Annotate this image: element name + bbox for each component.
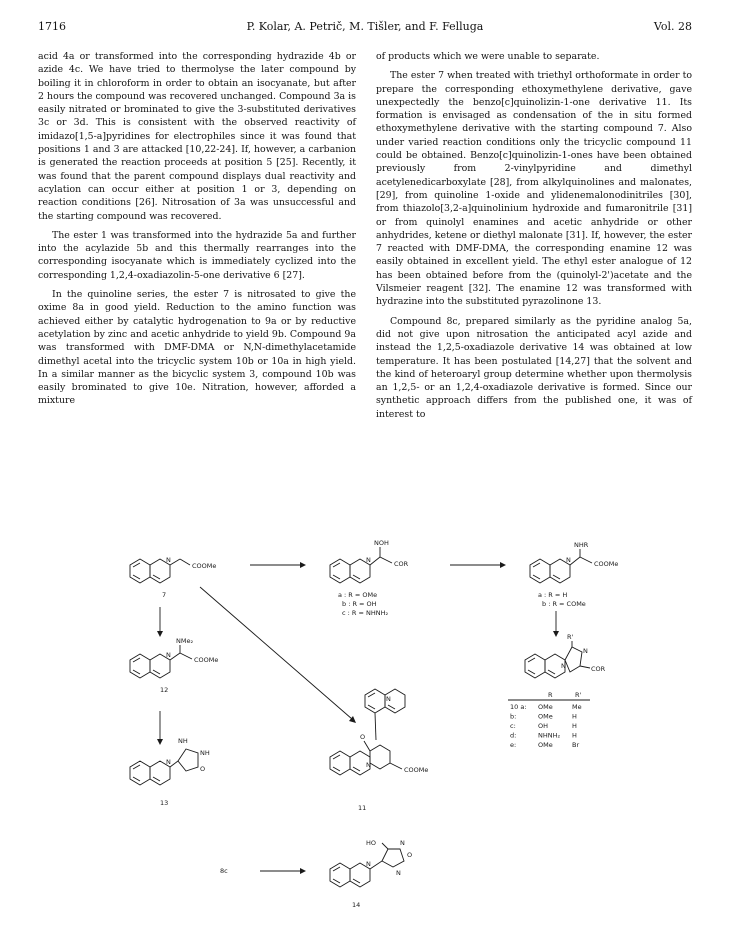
- compound-label: a : R = H: [538, 591, 568, 599]
- n-atom: N: [166, 556, 171, 564]
- table-cell: OMe: [538, 741, 553, 749]
- n-atom: N: [583, 647, 588, 655]
- carbonyl-oxygen: O: [360, 733, 366, 741]
- n-atom: N: [166, 758, 171, 766]
- paragraph: Compound 8c, prepared similarly as the pyridine analog 5a, did not give upon nitrosation the anticipated acyl azide and instead the 1,2,5-oxadiazole derivative 14 was obtained at low temperature. It has been postulated [14,27] that the solvent and the kind of heteroaryl group determine whether upon thermolysis an 1,2,5- or an 1,2,4-oxadiazole derivative is formed. Since our synthetic approach differs from the published one, it was of interest to: [376, 315, 692, 420]
- compound-label: a : R = OMe: [338, 591, 378, 599]
- n-atom: N: [396, 869, 401, 877]
- running-authors: P. Kolar, A. Petrič, M. Tišler, and F. Felluga: [246, 20, 484, 33]
- table-head: R': [575, 691, 582, 699]
- r-prime-group: R': [567, 633, 574, 641]
- arrow-head: [300, 868, 306, 874]
- substituent-table: [510, 703, 582, 749]
- table-cell: H: [572, 731, 577, 740]
- compound-11: [330, 689, 428, 812]
- table-cell: Br: [572, 741, 580, 749]
- carbonyl-oxygen: O: [200, 765, 206, 773]
- paragraph: The ester 7 when treated with triethyl orthoformate in order to prepare the corresponding ethoxymethylene derivative, gave unexpectedly the benzo[c]quinolizin-1-one derivative 11. Its formation is envisaged as condensation of the in situ formed ethoxymethylene derivative with the starting compound 7. Also under varied reaction conditions only the tricyclic compound 11 could be obtained. Benzo[c]quinolizin-1-ones have been obtained previously from 2-vinylpyridine and dimethyl acetylenedicarboxylate [28], from alkylquinolines and malonates, [29], from quinoline 1-oxide and ylidenemalonodinitriles [30], from thiazolo[3,2-a]quinolinium hydroxide and fumaronitrile [31] or from quinolyl enamines and acetic anhydride or other anhydrides, ketene or diethyl malonate [31]. If, however, the ester 7 reacted with DMF-DMA, the corresponding enamine 12 was easily obtained in excellent yield. The ethyl ester analogue of 12 has been obtained before from the (quinolyl-2')acetate and the Vilsmeier reagent [32]. The enamine 12 was transformed with hydrazine into the substituted pyrazolinone 13.: [376, 70, 692, 308]
- compound-8: [330, 539, 409, 617]
- ester-group: COOMe: [594, 560, 619, 568]
- running-header: [38, 20, 692, 36]
- table-cell: OMe: [538, 712, 553, 721]
- ring-oxygen: O: [407, 851, 413, 859]
- n-atom: N: [366, 860, 371, 868]
- dimethylamino-group: NMe₂: [176, 637, 194, 645]
- compound-12: [130, 637, 218, 694]
- compound-label: 11: [358, 804, 367, 812]
- compound-label: b : R = COMe: [542, 600, 586, 608]
- table-cell: d:: [510, 731, 517, 740]
- n-atom: N: [566, 556, 571, 564]
- arrow-head: [157, 739, 163, 745]
- arrow-head: [500, 562, 506, 568]
- compound-13: [130, 737, 210, 807]
- nh-atom: NH: [178, 737, 188, 745]
- ester-group: COOMe: [194, 656, 219, 664]
- volume-label: Vol. 28: [653, 20, 692, 33]
- n-atom: N: [366, 761, 371, 769]
- table-cell: NHNH₂: [538, 731, 561, 740]
- table-cell: H: [572, 722, 577, 730]
- compound-label: 14: [352, 901, 361, 909]
- compound-9: [530, 541, 618, 608]
- table-cell: H: [572, 712, 577, 721]
- compound-label: 13: [160, 799, 169, 807]
- table-cell: OMe: [538, 703, 553, 711]
- n-atom: N: [386, 695, 391, 703]
- ester-group: COOMe: [192, 562, 217, 570]
- paragraph: The ester 1 was transformed into the hydrazide 5a and further into the acylazide 5b and this thermally rearranges into the corresponding isocyanate which is immediately cyclized into the corresponding 1,2,4-oxadiazolin-5-one derivative 6 [27].: [38, 229, 356, 281]
- compound-10: [508, 633, 606, 700]
- table-cell: b:: [510, 712, 517, 721]
- table-head: R: [548, 691, 553, 699]
- compound-label: 12: [160, 686, 169, 694]
- compound-label: b : R = OH: [342, 600, 377, 608]
- table-cell: OH: [538, 722, 549, 730]
- reaction-arrow: [200, 587, 352, 719]
- oxime-group: NOH: [374, 539, 389, 547]
- compound-14: [330, 839, 412, 909]
- n-atom: N: [561, 662, 566, 670]
- acyl-group: COR: [394, 560, 409, 568]
- compound-label: 8c: [220, 867, 228, 875]
- hydroxy-group: HO: [366, 839, 377, 847]
- ester-group: COOMe: [404, 766, 429, 774]
- compound-7: [130, 556, 216, 599]
- n-atom: N: [400, 839, 405, 847]
- paragraph: In the quinoline series, the ester 7 is nitrosated to give the oxime 8a in good yield. Reduction to the amino function was achieved either by catalytic hydrogenation to 9a or by reductive acetylation by zinc and acetic anhydride to yield 9b. Compound 9a was transformed with DMF-DMA or N,N-dimethylacetamide dimethyl acetal into the tricyclic system 10b or 10a in high yield. In a similar manner as the bicyclic system 3, compound 10b was easily brominated to give 10e. Nitration, however, afforded a mixture: [38, 289, 356, 407]
- table-cell: 10 a:: [510, 703, 527, 711]
- nh-atom: NH: [200, 749, 210, 757]
- scheme-drawing: [120, 535, 680, 920]
- paragraph: of products which we were unable to separate.: [376, 51, 600, 62]
- amine-group: NHR: [574, 541, 589, 549]
- arrow-head: [553, 631, 559, 637]
- table-cell: Me: [572, 703, 582, 711]
- reaction-scheme: [120, 535, 680, 920]
- left-column: [38, 50, 356, 414]
- n-atom: N: [166, 651, 171, 659]
- right-column: [376, 50, 692, 427]
- table-cell: c:: [510, 722, 516, 730]
- compound-label: c : R = NHNH₂: [342, 609, 389, 617]
- n-atom: N: [366, 556, 371, 564]
- arrow-head: [157, 631, 163, 637]
- arrow-head: [300, 562, 306, 568]
- acyl-group: COR: [591, 665, 606, 673]
- table-cell: e:: [510, 741, 517, 749]
- page-number: 1716: [38, 20, 66, 33]
- compound-label: 7: [162, 591, 167, 599]
- paragraph: acid 4a or transformed into the corresponding hydrazide 4b or azide 4c. We have tried to thermolyse the later compound by boiling it in chloroform in order to obtain an isocyanate, but after 2 hours the compound was recovered unchanged. Compound 3a is easily nitrated or brominated to give the 3-substituted derivatives 3c or 3d. This is consistent with the observed reactivity of imidazo[1,5-a]pyridines for electrophiles since it was found that positions 1 and 3 are attacked [10,22-24]. If, however, a carbanion is generated the reaction proceeds at position 5 [25]. Recently, it was found that the parent compound displays dual reactivity and acylation can occur either at position 1 or 3, depending on reaction conditions [26]. Nitrosation of 3a was unsuccessful and the starting compound was recovered.: [38, 51, 356, 222]
